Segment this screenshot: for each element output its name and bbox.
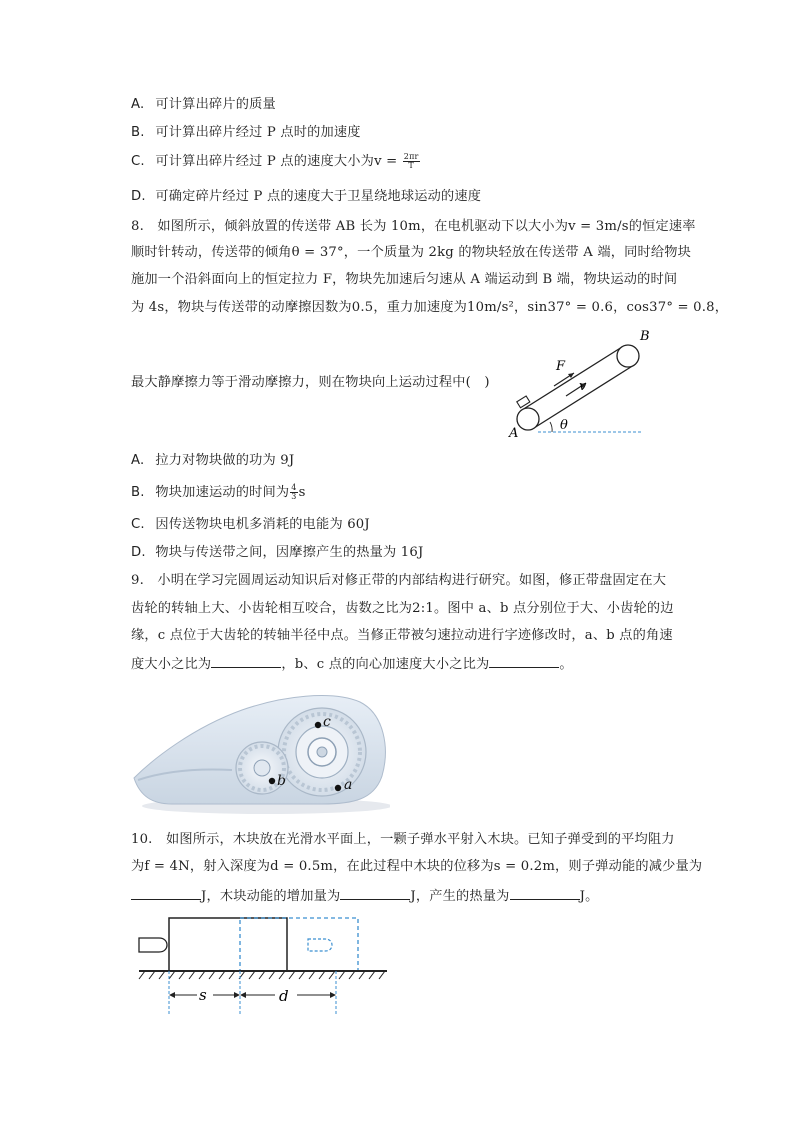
point-b (269, 778, 275, 784)
belt-bottom (534, 365, 634, 428)
q9-stem-line-2: 齿轮的转轴上大、小齿轮相互咬合，齿数之比为2:1。图中 a、b 点分别位于大、小齿轮的边 (131, 601, 674, 616)
label-b: b (277, 773, 286, 789)
q8-option-d: D. 物块与传送带之间，因摩擦产生的热量为 16J (131, 545, 424, 560)
q7-option-b-text: 可计算出碎片经过 P 点时的加速度 (155, 125, 361, 140)
q10-stem-line-2: 为f = 4N，射入深度为d = 0.5m，在此过程中木块的位移为s = 0.2m，则子弹动能的减少量为 (131, 859, 703, 874)
q7-option-d: D. 可确定碎片经过 P 点的速度大于卫星绕地球运动的速度 (131, 189, 482, 204)
q9-answer-blank-2[interactable] (489, 654, 559, 668)
q8-conveyor-figure (506, 326, 656, 438)
q8-option-a: A. 拉力对物块做的功为 9J (131, 453, 295, 468)
q7-option-c: C. 可计算出碎片经过 P 点的速度大小为v = $\frac{2\pi r}{T}$ (131, 152, 419, 170)
label-c: c (323, 714, 331, 730)
correction-tape-photo (132, 688, 390, 816)
pulley-a (517, 408, 539, 430)
q10-answer-blank-2[interactable] (340, 886, 410, 900)
point-c (315, 722, 321, 728)
q7-option-a: A. 可计算出碎片的质量 (131, 97, 276, 112)
label-f: F (556, 359, 566, 374)
q7-option-c-text: 可计算出碎片经过 P 点的速度大小为v = (155, 154, 398, 169)
point-a (335, 785, 341, 791)
q9-stem-line-3: 缘，c 点位于大齿轮的转轴半径中点。当修正带被匀速拉动进行字迹修改时，a、b 点的角速 (131, 628, 673, 643)
q9-stem-line-1: 9. 小明在学习完圆周运动知识后对修正带的内部结构进行研究。如图，修正带盘固定在大 (131, 573, 667, 588)
angle-arc (550, 422, 552, 432)
belt-top (522, 347, 622, 410)
label-s: s (199, 986, 207, 1004)
label-v: v (579, 379, 587, 394)
label-a: a (344, 777, 353, 793)
q10-answer-blank-3[interactable] (510, 886, 580, 900)
q7-option-b: B. 可计算出碎片经过 P 点时的加速度 (131, 125, 361, 140)
pulley-b (617, 345, 639, 367)
block-initial (169, 918, 287, 971)
label-d: d (279, 987, 289, 1005)
q9-stem-line-4: 度大小之比为 ，b、c 点的向心加速度大小之比为 。 (131, 654, 573, 674)
q8-option-a-text: 拉力对物块做的功为 9J (155, 453, 295, 468)
q8-option-b-text: 物块加速运动的时间为 (155, 485, 290, 500)
q9-answer-blank-1[interactable] (211, 654, 281, 668)
label-a: A (509, 426, 519, 438)
q10-answer-blank-1[interactable] (131, 886, 201, 900)
q8-option-c-text: 因传送物块电机多消耗的电能为 60J (155, 517, 370, 532)
q8-option-b: B. 物块加速运动的时间为 $\frac{4}{3}$ s (131, 483, 306, 501)
label-theta: θ (560, 418, 568, 433)
q8-option-c: C. 因传送物块电机多消耗的电能为 60J (131, 517, 370, 532)
bullet (139, 938, 167, 952)
q10-bullet-block-figure (135, 914, 391, 1016)
q10-stem-line-1: 10. 如图所示，木块放在光滑水平面上，一颗子弹水平射入木块。已知子弹受到的平均阻力 (131, 832, 675, 847)
q7-option-c-fraction: $\frac{2\pi r}{T}$ (403, 152, 419, 170)
q8-option-d-text: 物块与传送带之间，因摩擦产生的热量为 16J (155, 545, 424, 560)
bullet-final (308, 939, 332, 951)
floor-hatching (139, 971, 385, 979)
q8-stem-line-2: 顺时针转动，传送带的倾角θ = 37°，一个质量为 2kg 的物块轻放在传送带 A 端，同时给物块 (131, 245, 692, 260)
q8-stem-line-1: 8. 如图所示，倾斜放置的传送带 AB 长为 10m，在电机驱动下以大小为v = 3m/s的恒定速率 (131, 219, 696, 234)
q8-stem-line-3: 施加一个沿斜面向上的恒定拉力 F，物块先加速后匀速从 A 端运动到 B 端，物块运动的时间 (131, 272, 678, 287)
q7-option-a-text: 可计算出碎片的质量 (155, 97, 276, 112)
label-b: B (640, 329, 650, 344)
q7-option-d-text: 可确定碎片经过 P 点的速度大于卫星绕地球运动的速度 (155, 189, 482, 204)
q10-stem-line-3: J，木块动能的增加量为 J，产生的热量为 J。 (131, 886, 598, 906)
q8-stem-line-5: 最大静摩擦力等于滑动摩擦力，则在物块向上运动过程中( ) (131, 375, 490, 390)
q8-stem-line-4: 为 4s，物块与传送带的动摩擦因数为0.5，重力加速度为10m/s²，sin37° = 0.6，cos37° = 0.8， (131, 300, 729, 315)
q8-option-b-fraction: $\frac{4}{3}$ (291, 483, 297, 501)
